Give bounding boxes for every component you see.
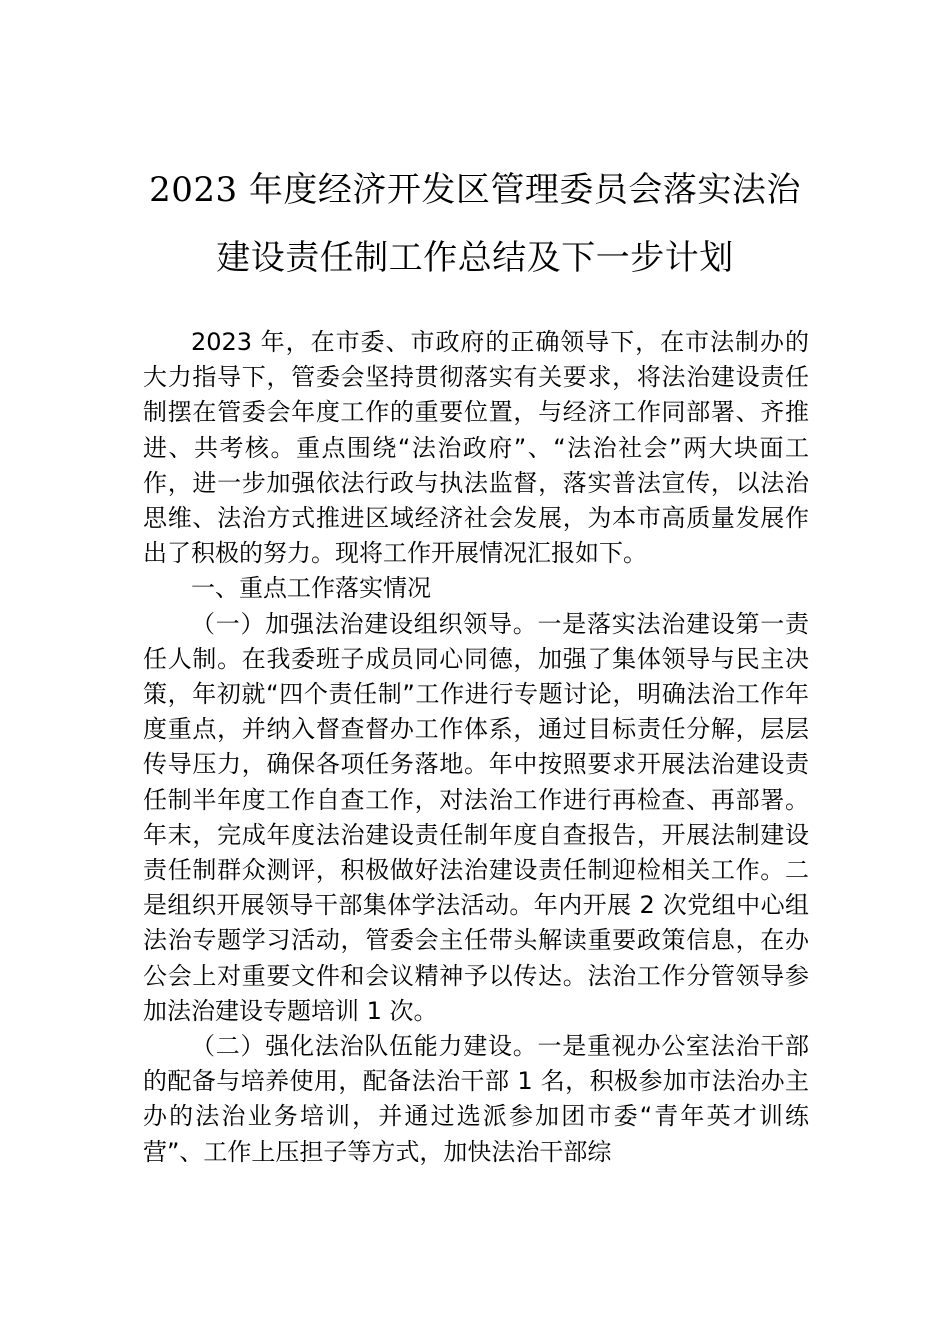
document-body: [143, 325, 809, 1170]
document-title-line-1: 2023 年度经济开发区管理委员会落实法治: [149, 170, 801, 210]
document-title-line-2: 建设责任制工作总结及下一步计划: [216, 238, 734, 278]
section-heading-1: 一、重点工作落实情况: [191, 574, 431, 603]
subsection-paragraph-2: （二）强化法治队伍能力建设。一是重视办公室法治干部的配备与培养使用，配备法治干部 1 名，积极参加市法治办主办的法治业务培训，并通过选派参加团市委“青年英才训练营”、工作上压担子等方式，加快法治干部综: [143, 1032, 809, 1166]
intro-paragraph: 2023 年，在市委、市政府的正确领导下，在市法制办的大力指导下，管委会坚持贯彻落实有关要求，将法治建设责任制摆在管委会年度工作的重要位置，与经济工作同部署、齐推进、共考核。重点围绕“法治政府”、“法治社会”两大块面工作，进一步加强依法行政与执法监督，落实普法宣传，以法治思维、法治方式推进区域经济社会发展，为本市高质量发展作出了积极的努力。现将工作开展情况汇报如下。: [143, 328, 809, 568]
subsection-paragraph-1: （一）加强法治建设组织领导。一是落实法治建设第一责任人制。在我委班子成员同心同德，加强了集体领导与民主决策，年初就“四个责任制”工作进行专题讨论，明确法治工作年度重点，并纳入督查督办工作体系，通过目标责任分解，层层传导压力，确保各项任务落地。年中按照要求开展法治建设责任制半年度工作自查工作，对法治工作进行再检查、再部署。年末，完成年度法治建设责任制年度自查报告，开展法制建设责任制群众测评，积极做好法治建设责任制迎检相关工作。二是组织开展领导干部集体学法活动。年内开展 2 次党组中心组法治专题学习活动，管委会主任带头解读重要政策信息，在办公会上对重要文件和会议精神予以传达。法治工作分管领导参加法治建设专题培训 1 次。: [143, 609, 809, 1025]
